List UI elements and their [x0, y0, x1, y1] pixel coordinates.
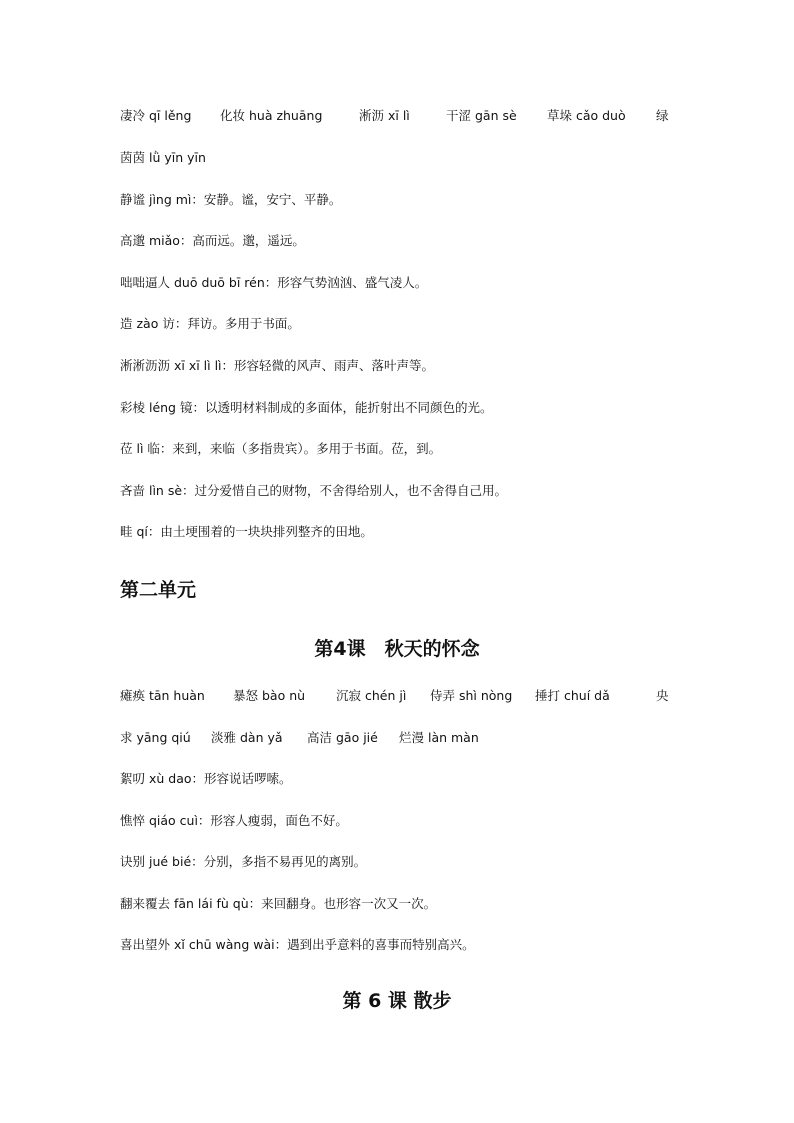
vocab-word: 沉寂 chén jì — [336, 688, 407, 703]
vocab-row-continued: 茵茵 lǜ yīn yīn — [120, 150, 206, 165]
vocab-word: 侍弄 shì nòng — [430, 688, 513, 703]
definition-line: 造 zào 访：拜访。多用于书面。 — [120, 316, 300, 331]
vocab-word: 求 yāng qiú — [120, 730, 191, 745]
vocab-word: 瘫痪 tān huàn — [120, 688, 205, 703]
definition-line: 絮叨 xù dao：形容说话啰嗦。 — [120, 771, 292, 786]
definition-line: 静谧 jìng mì：安静。谧，安宁、平静。 — [120, 192, 342, 207]
definition-line: 莅 lì 临：来到，来临（多指贵宾）。多用于书面。莅，到。 — [120, 441, 442, 456]
definition-line: 咄咄逼人 duō duō bī rén：形容气势汹汹、盛气凌人。 — [120, 275, 428, 290]
vocab-word: 干涩 gān sè — [446, 108, 517, 123]
definition-line: 吝啬 lìn sè：过分爱惜自己的财物，不舍得给别人，也不舍得自己用。 — [120, 483, 508, 498]
vocab-word: 央 — [656, 688, 669, 703]
unit-heading: 第二单元 — [120, 579, 197, 601]
lesson-heading: 第 6 课 散步 — [342, 990, 452, 1012]
vocab-word: 绿 — [656, 108, 669, 123]
definition-line: 彩棱 léng 镜：以透明材料制成的多面体，能折射出不同颜色的光。 — [120, 400, 493, 415]
definition-line: 诀别 jué bié：分别，多指不易再见的离别。 — [120, 854, 367, 869]
vocab-word: 暴怒 bào nù — [233, 688, 306, 703]
vocab-word: 淡雅 dàn yǎ — [211, 730, 283, 745]
vocab-word: 草垛 cǎo duò — [547, 108, 626, 123]
vocab-word: 烂漫 làn màn — [399, 730, 479, 745]
definition-line: 淅淅沥沥 xī xī lì lì：形容轻微的风声、雨声、落叶声等。 — [120, 358, 435, 373]
vocab-row — [120, 729, 674, 747]
vocab-word: 淅沥 xī lì — [359, 108, 410, 123]
vocab-word: 凄冷 qī lěng — [120, 108, 192, 123]
definition-line: 畦 qí：由土埂围着的一块块排列整齐的田地。 — [120, 524, 373, 539]
definition-line: 翻来覆去 fān lái fù qù：来回翻身。也形容一次又一次。 — [120, 896, 437, 911]
vocab-word: 高洁 gāo jié — [307, 730, 378, 745]
vocab-word: 捶打 chuí dǎ — [535, 688, 610, 703]
definition-line: 高邈 miǎo：高而远。邈，遥远。 — [120, 233, 305, 248]
lesson-heading: 第4课 秋天的怀念 — [314, 638, 480, 660]
definition-line: 憔悴 qiáo cuì：形容人瘦弱，面色不好。 — [120, 813, 348, 828]
vocab-word: 化妆 huà zhuāng — [220, 108, 323, 123]
vocab-row — [120, 687, 674, 705]
vocab-row — [120, 107, 674, 125]
definition-line: 喜出望外 xǐ chū wàng wài：遇到出乎意料的喜事而特别高兴。 — [120, 937, 475, 952]
